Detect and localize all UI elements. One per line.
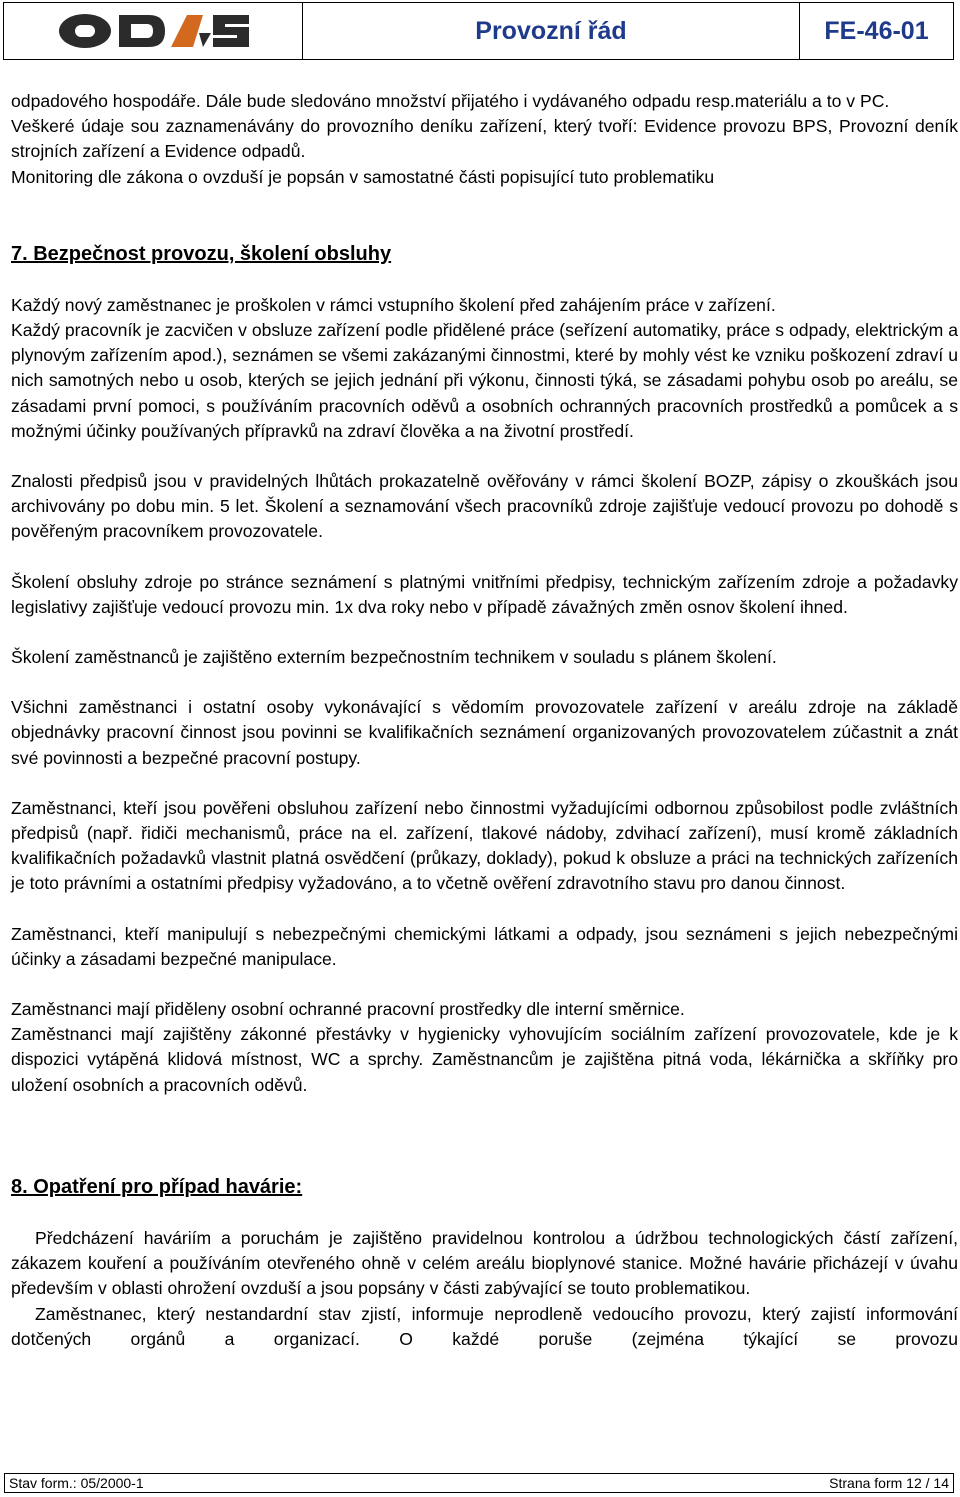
paragraph: Školení obsluhy zdroje po stránce seznámení s platnými vnitřními předpisy, technickým zařízením zdroje a požadavky legislativy zajišťuje vedoucí provozu min. 1x dva roky nebo v případě závažných změn osnov školení ihned. bbox=[11, 571, 958, 617]
document-header bbox=[3, 2, 954, 60]
paragraph: Zaměstnanec, který nestandardní stav zjistí, informuje neprodleně vedoucího provozu, který zajistí informování dotčených orgánů a organizací. O každé poruše (zejména týkající se provozu bbox=[11, 1303, 958, 1349]
paragraph: Znalosti předpisů jsou v pravidelných lhůtách prokazatelně ověřovány v rámci školení BOZP, zápisy o zkouškách jsou archivovány po dobu min. 5 let. Školení a seznamování všech pracovníků zdroje zajišťuje vedoucí provozu po dohodě s pověřeným pracovníkem provozovatele. bbox=[11, 471, 958, 542]
paragraph: Každý pracovník je zacvičen v obsluze zařízení podle přidělené práce (seřízení automatiky, práce s odpady, elektrickým a plynovým zařízením apod.), seznámen se všemi zakázanými činnostmi, které by mohly vést ke vzniku poškození zdraví u nich samotných nebo u osob, kterých se jejich jednání při výkonu, činnosti týká, se zásadami pohybu osob po areálu, se zásadami první pomoci, s používáním pracovních oděvů a osobních ochranných pracovních prostředků a pomůcek a s možnými účinky používaných přípravků na zdraví člověka a na životní prostředí. bbox=[11, 320, 958, 441]
document-code: FE-46-01 bbox=[824, 16, 929, 45]
paragraph: Zaměstnanci mají přiděleny osobní ochranné pracovní prostředky dle interní směrnice. bbox=[11, 999, 685, 1020]
paragraph: odpadového hospodáře. Dále bude sledováno množství přijatého i vydávaného odpadu resp.materiálu a to v PC. bbox=[11, 91, 890, 111]
paragraph: Každý nový zaměstnanec je proškolen v rámci vstupního školení před zahájením práce v zařízení. bbox=[11, 294, 776, 315]
form-status: Stav form.: 05/2000-1 bbox=[9, 1475, 144, 1491]
logo-cell bbox=[4, 3, 303, 59]
document-footer bbox=[4, 1473, 954, 1493]
document-title: Provozní řád bbox=[303, 3, 800, 59]
paragraph: Předcházení haváriím a poruchám je zajištěno pravidelnou kontrolou a údržbou technologických částí zařízení, zákazem kouření a používáním otevřeného ohně v celém areálu bioplynové stanice. Možné havárie přicházejí v úvahu především v oblasti ohrožení ovzduší a jsou popsány v části zabývající se touto problematikou. bbox=[11, 1227, 958, 1299]
odas-logo bbox=[53, 9, 253, 53]
paragraph: Zaměstnanci mají zajištěny zákonné přestávky v hygienicky vyhovujícím sociálním zařízení provozovatele, kde je k dispozici vytápěná klidová místnost, WC a sprchy. Zaměstnancům je zajištěna pitná voda, lékárnička a skříňky pro uložení osobních a pracovních oděvů. bbox=[11, 1024, 958, 1095]
paragraph: Zaměstnanci, kteří jsou pověřeni obsluhou zařízení nebo činnostmi vyžadujícími odbornou způsobilost podle zvláštních předpisů (např. řidiči mechanismů, práce na el. zařízení, tlakové nádoby, zdvihací zařízení), musí kromě základních kvalifikačních požadavků vlastnit platná osvědčení (průkazy, doklady), pokud k obsluze a práci na technických zařízeních je toto právními a ostatními předpisy vyžadováno, a to včetně ověření zdravotního stavu pro danou činnost. bbox=[11, 797, 958, 894]
paragraph: Veškeré údaje sou zaznamenávány do provozního deníku zařízení, který tvoří: Evidence provozu BPS, Provozní deník strojních zařízení a Evidence odpadů. bbox=[11, 116, 958, 162]
document-body bbox=[11, 89, 958, 1352]
paragraph: Zaměstnanci, kteří manipulují s nebezpečnými chemickými látkami a odpady, jsou seznámeni s jejich nebezpečnými účinky a zásadami bezpečné manipulace. bbox=[11, 923, 958, 969]
paragraph: Monitoring dle zákona o ovzduší je popsán v samostatné části popisující tuto problematiku bbox=[11, 166, 715, 187]
section-heading-7: 7. Bezpečnost provozu, školení obsluhy bbox=[11, 242, 392, 265]
page-number: Strana form 12 / 14 bbox=[829, 1475, 949, 1491]
paragraph: Školení zaměstnanců je zajištěno externím bezpečnostním technikem v souladu s plánem školení. bbox=[11, 647, 777, 668]
paragraph: Všichni zaměstnanci i ostatní osoby vykonávající s vědomím provozovatele zařízení v areálu zdroje na základě objednávky pracovní činnost jsou povinni se kvalifikačních seznámení organizovaných provozovatelem zúčastnit a znát své povinnosti a bezpečné pracovní postupy. bbox=[11, 697, 958, 768]
section-heading-8: 8. Opatření pro případ havárie: bbox=[11, 1175, 303, 1198]
